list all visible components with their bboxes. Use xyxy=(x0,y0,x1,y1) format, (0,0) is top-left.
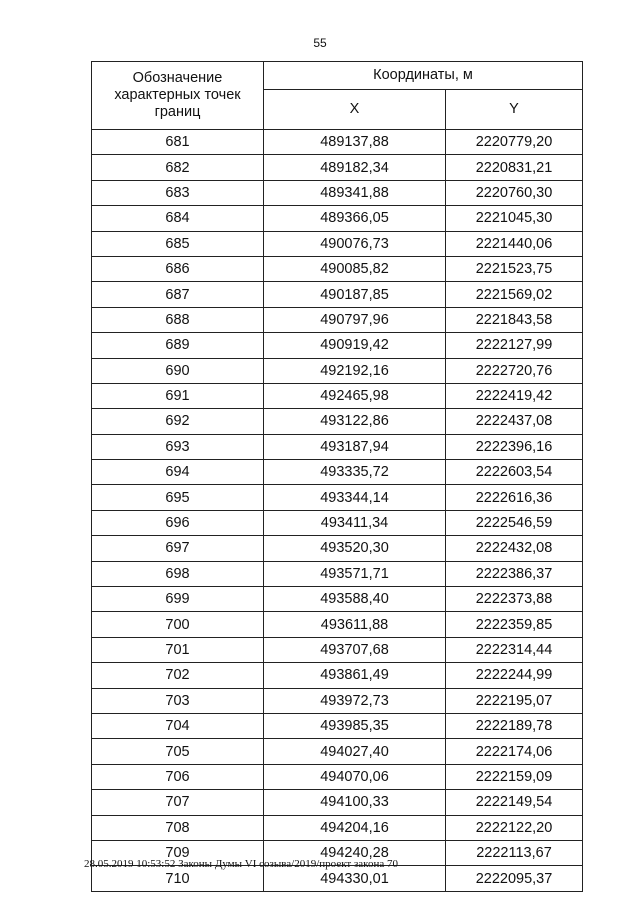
table-row xyxy=(92,663,583,688)
x-coordinate-cell: 492192,16 xyxy=(264,358,446,383)
table-row xyxy=(92,434,583,459)
point-cell: 687 xyxy=(92,282,264,307)
x-coordinate-cell: 493344,14 xyxy=(264,485,446,510)
table-row xyxy=(92,764,583,789)
page-number: 55 xyxy=(313,36,327,50)
table-row xyxy=(92,587,583,612)
table-header xyxy=(92,62,583,130)
x-coordinate-cell: 490085,82 xyxy=(264,256,446,281)
point-cell: 704 xyxy=(92,713,264,738)
y-coordinate-cell: 2222127,99 xyxy=(446,333,583,358)
point-cell: 696 xyxy=(92,510,264,535)
point-cell: 697 xyxy=(92,536,264,561)
point-cell: 683 xyxy=(92,180,264,205)
x-coordinate-cell: 493411,34 xyxy=(264,510,446,535)
point-cell: 688 xyxy=(92,307,264,332)
point-cell: 682 xyxy=(92,155,264,180)
y-coordinate-cell: 2222195,07 xyxy=(446,688,583,713)
point-cell: 710 xyxy=(92,866,264,891)
table-row xyxy=(92,256,583,281)
header-coordinates: Координаты, м xyxy=(264,62,583,90)
y-coordinate-cell: 2221523,75 xyxy=(446,256,583,281)
y-coordinate-cell: 2221440,06 xyxy=(446,231,583,256)
y-coordinate-cell: 2222174,06 xyxy=(446,739,583,764)
table-row xyxy=(92,536,583,561)
table-row xyxy=(92,282,583,307)
header-x: X xyxy=(264,90,446,130)
point-cell: 689 xyxy=(92,333,264,358)
x-coordinate-cell: 493187,94 xyxy=(264,434,446,459)
footer-stamp: 28.05.2019 10:53:52 Законы Думы VI созыва/2019/проект закона 70 xyxy=(84,858,398,870)
y-coordinate-cell: 2222122,20 xyxy=(446,815,583,840)
y-coordinate-cell: 2222359,85 xyxy=(446,612,583,637)
point-cell: 686 xyxy=(92,256,264,281)
table-row xyxy=(92,231,583,256)
table-row xyxy=(92,561,583,586)
point-cell: 703 xyxy=(92,688,264,713)
table-body xyxy=(92,130,583,892)
table-row xyxy=(92,155,583,180)
y-coordinate-cell: 2222432,08 xyxy=(446,536,583,561)
table-row xyxy=(92,180,583,205)
point-cell: 706 xyxy=(92,764,264,789)
x-coordinate-cell: 489366,05 xyxy=(264,206,446,231)
x-coordinate-cell: 492465,98 xyxy=(264,383,446,408)
point-cell: 685 xyxy=(92,231,264,256)
point-cell: 705 xyxy=(92,739,264,764)
x-coordinate-cell: 489182,34 xyxy=(264,155,446,180)
table-row xyxy=(92,713,583,738)
point-cell: 681 xyxy=(92,130,264,155)
x-coordinate-cell: 493972,73 xyxy=(264,688,446,713)
y-coordinate-cell: 2220760,30 xyxy=(446,180,583,205)
table-row xyxy=(92,130,583,155)
point-cell: 694 xyxy=(92,460,264,485)
x-coordinate-cell: 490187,85 xyxy=(264,282,446,307)
point-cell: 701 xyxy=(92,637,264,662)
y-coordinate-cell: 2222546,59 xyxy=(446,510,583,535)
y-coordinate-cell: 2222149,54 xyxy=(446,790,583,815)
x-coordinate-cell: 489341,88 xyxy=(264,180,446,205)
coordinates-table xyxy=(91,61,583,892)
point-cell: 709 xyxy=(92,840,264,865)
y-coordinate-cell: 2222616,36 xyxy=(446,485,583,510)
x-coordinate-cell: 490797,96 xyxy=(264,307,446,332)
table-row xyxy=(92,485,583,510)
x-coordinate-cell: 493520,30 xyxy=(264,536,446,561)
table-row xyxy=(92,307,583,332)
point-cell: 695 xyxy=(92,485,264,510)
y-coordinate-cell: 2222603,54 xyxy=(446,460,583,485)
point-cell: 690 xyxy=(92,358,264,383)
header-y: Y xyxy=(446,90,583,130)
table-row xyxy=(92,637,583,662)
table-row xyxy=(92,206,583,231)
x-coordinate-cell: 494330,01 xyxy=(264,866,446,891)
point-cell: 691 xyxy=(92,383,264,408)
x-coordinate-cell: 493985,35 xyxy=(264,713,446,738)
point-cell: 707 xyxy=(92,790,264,815)
x-coordinate-cell: 493611,88 xyxy=(264,612,446,637)
point-cell: 702 xyxy=(92,663,264,688)
table-row xyxy=(92,383,583,408)
y-coordinate-cell: 2222113,67 xyxy=(446,840,583,865)
header-point-designation: Обозначение характерных точек границ xyxy=(92,62,264,130)
point-cell: 699 xyxy=(92,587,264,612)
y-coordinate-cell: 2222314,44 xyxy=(446,637,583,662)
point-cell: 698 xyxy=(92,561,264,586)
point-cell: 708 xyxy=(92,815,264,840)
point-cell: 693 xyxy=(92,434,264,459)
table-row xyxy=(92,790,583,815)
table-row xyxy=(92,333,583,358)
y-coordinate-cell: 2222386,37 xyxy=(446,561,583,586)
table-row xyxy=(92,409,583,434)
y-coordinate-cell: 2222373,88 xyxy=(446,587,583,612)
point-cell: 684 xyxy=(92,206,264,231)
y-coordinate-cell: 2222437,08 xyxy=(446,409,583,434)
table-row xyxy=(92,688,583,713)
x-coordinate-cell: 494100,33 xyxy=(264,790,446,815)
y-coordinate-cell: 2222396,16 xyxy=(446,434,583,459)
table-row xyxy=(92,460,583,485)
table-row xyxy=(92,510,583,535)
x-coordinate-cell: 494204,16 xyxy=(264,815,446,840)
x-coordinate-cell: 494027,40 xyxy=(264,739,446,764)
table-row xyxy=(92,612,583,637)
x-coordinate-cell: 493122,86 xyxy=(264,409,446,434)
point-cell: 692 xyxy=(92,409,264,434)
x-coordinate-cell: 493707,68 xyxy=(264,637,446,662)
x-coordinate-cell: 494070,06 xyxy=(264,764,446,789)
y-coordinate-cell: 2222095,37 xyxy=(446,866,583,891)
x-coordinate-cell: 490919,42 xyxy=(264,333,446,358)
x-coordinate-cell: 493861,49 xyxy=(264,663,446,688)
y-coordinate-cell: 2222189,78 xyxy=(446,713,583,738)
y-coordinate-cell: 2220779,20 xyxy=(446,130,583,155)
x-coordinate-cell: 493571,71 xyxy=(264,561,446,586)
table-row xyxy=(92,358,583,383)
x-coordinate-cell: 490076,73 xyxy=(264,231,446,256)
y-coordinate-cell: 2221569,02 xyxy=(446,282,583,307)
table-row xyxy=(92,739,583,764)
y-coordinate-cell: 2221843,58 xyxy=(446,307,583,332)
y-coordinate-cell: 2222720,76 xyxy=(446,358,583,383)
x-coordinate-cell: 493588,40 xyxy=(264,587,446,612)
x-coordinate-cell: 493335,72 xyxy=(264,460,446,485)
y-coordinate-cell: 2221045,30 xyxy=(446,206,583,231)
y-coordinate-cell: 2222419,42 xyxy=(446,383,583,408)
x-coordinate-cell: 489137,88 xyxy=(264,130,446,155)
table-row xyxy=(92,815,583,840)
point-cell: 700 xyxy=(92,612,264,637)
y-coordinate-cell: 2220831,21 xyxy=(446,155,583,180)
y-coordinate-cell: 2222159,09 xyxy=(446,764,583,789)
x-coordinate-cell: 494240,28 xyxy=(264,840,446,865)
y-coordinate-cell: 2222244,99 xyxy=(446,663,583,688)
